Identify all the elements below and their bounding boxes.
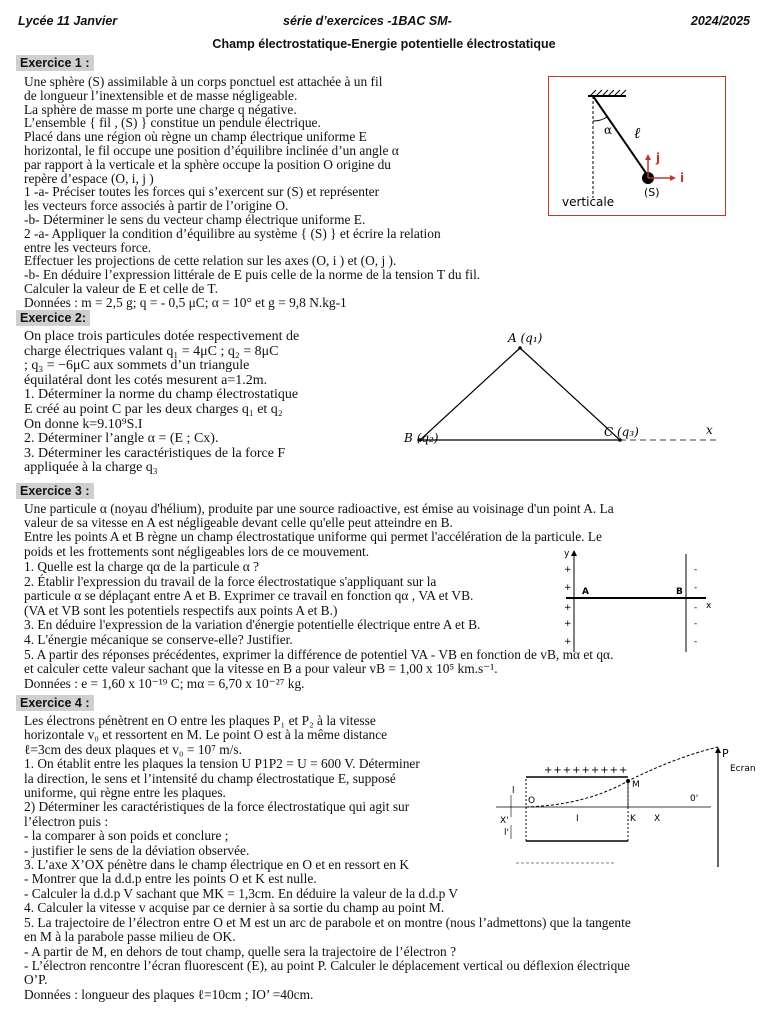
exercise-2-line: On donne k=9.10⁹S.I [24, 416, 143, 432]
j-vector-label: j [656, 151, 661, 165]
x-axis-label: X [654, 814, 661, 824]
point-i-label: I [576, 814, 579, 824]
exercise-2-line: 3. Déterminer les caractéristiques de la force F [24, 445, 286, 461]
exercise-1-line: entre les vecteurs force. [24, 239, 152, 255]
exercise-2-line: équilatéral dont les cotés mesurent a=1.2m. [24, 372, 268, 388]
exercise-1-line: 2 -a- Appliquer la condition d’équilibre au système { (S) } et écrire la relation [24, 225, 441, 241]
exercise-1-line: -b- En déduire l’expression littérale de E puis celle de la norme de la tension T du fil. [24, 267, 481, 283]
plate-distance-prime-label: l' [504, 828, 509, 838]
point-o-label: O [528, 796, 536, 806]
exercise-3-line: 4. L'énergie mécanique se conserve-elle? Justifier. [24, 631, 293, 647]
exercise-4-line: en M à la parabole passe milieu de OK. [24, 929, 236, 945]
page-header [18, 14, 750, 32]
exercise-2-line: E créé au point C par les deux charges q₁ et q₂ [24, 401, 283, 417]
exercise-4-line: 4. Calculer la vitesse v acquise par ce dernier à sa sortie du champ au point M. [24, 900, 445, 916]
exercise-3-line: (VA et VB sont les potentiels respectifs aux points A et B.) [24, 602, 338, 618]
svg-text:-: - [694, 619, 698, 629]
exercise-1-line: horizontal, le fil occupe une position d’équilibre inclinée d’un angle α [24, 142, 399, 158]
exercise-4-figure [486, 745, 756, 870]
exercise-2-line: ; q₃ = −6μC aux sommets d’un triangule [24, 358, 250, 374]
exercise-1-line: Placé dans une région où règne un champ électrique uniforme E [24, 129, 367, 145]
exercise-4-line: ℓ=3cm des deux plaques et v₀ = 10⁷ m/s. [24, 741, 242, 757]
vertex-a-label: A (q₁) [508, 331, 543, 345]
exercise-1-line: Une sphère (S) assimilable à un corps ponctuel est attachée à un fil [24, 74, 383, 89]
school-name: Lycée 11 Janvier [18, 14, 118, 28]
exercise-4-line: - la comparer à son poids et conclure ; [24, 828, 229, 844]
svg-text:-: - [694, 583, 698, 593]
exercise-1-figure [548, 76, 726, 216]
x-axis-label: x [706, 423, 713, 437]
exercise-4-line: 5. La trajectoire de l’électron entre O et M est un arc de parabole et on montre (nous l’admettons) que la tangente [24, 914, 631, 930]
point-m-label: M [632, 780, 640, 790]
exercise-3-intro [24, 502, 614, 559]
exercise-4-line: - Calculer la d.d.p V sachant que MK = 1,3cm. En déduire la valeur de la d.d.p V [24, 885, 459, 901]
exercise-4-line: l’électron puis : [24, 813, 109, 829]
exercise-1-line: les vecteurs force associés à partir de l’origine O. [24, 198, 289, 214]
exercise-4-line: Données : longueur des plaques ℓ=10cm ; IO’ =40cm. [24, 986, 314, 1002]
exercise-3-label: Exercice 3 : [16, 483, 94, 499]
svg-text:+: + [564, 603, 572, 613]
x-prime-label: X' [500, 816, 509, 826]
exercise-1-line: de longueur l’inextensible et de masse négligeable. [24, 87, 298, 103]
exercise-3-figure [556, 548, 726, 656]
exercise-2-line: appliquée à la charge q₃ [24, 460, 158, 476]
exercise-1-line: repère d’espace (O, i, j ) [24, 170, 154, 186]
svg-text:+: + [564, 583, 572, 593]
exercise-4-line: uniforme, qui règne entre les plaques. [24, 785, 226, 801]
exercise-1-line: Données : m = 2,5 g; q = - 0,5 μC; α = 10° et g = 9,8 N.kg-1 [24, 294, 347, 310]
screen-label: Ecran [730, 764, 756, 774]
exercise-4-line: 2) Déterminer les caractéristiques de la force électrostatique qui agit sur [24, 799, 410, 815]
page-title: Champ électrostatique-Energie potentielle électrostatique [212, 37, 556, 51]
exercise-4-label: Exercice 4 : [16, 695, 94, 711]
exercise-1-line: L’ensemble { fil , (S) } constitue un pendule électrique. [24, 115, 321, 131]
point-b-label: B [676, 587, 683, 597]
exercise-1-line: La sphère de masse m porte une charge q négative. [24, 101, 297, 117]
verticale-label: verticale [562, 195, 615, 209]
exercise-4-line: - L’électron rencontre l’écran fluorescent (E), au point P. Calculer le déplacement vertical ou déflexion électrique [24, 957, 630, 973]
exercise-4-line: horizontale v₀ et ressortent en M. Le point O est à la même distance [24, 727, 388, 743]
exercise-3-line: 3. En déduire l'expression de la variation d'énergie potentielle électrique entre A et B. [24, 617, 481, 633]
point-k-label: K [630, 814, 636, 824]
exercise-3-intro-line: Entre les points A et B règne un champ électrostatique uniforme qui permet l'accélération de la particule. Le [24, 529, 602, 545]
exercise-1-line: par rapport à la verticale et la sphère occupe la position O origine du [24, 156, 391, 172]
svg-text:+: + [564, 565, 572, 575]
point-p-label: P [722, 747, 729, 760]
svg-text:-: - [694, 603, 698, 613]
i-vector-label: i [680, 171, 685, 185]
exercise-3-line: 2. Établir l'expression du travail de la force électrostatique s'appliquant sur la [24, 573, 437, 589]
exercise-3-intro-line: Une particule α (noyau d'hélium), produite par une source radioactive, est émise au voisinage d'un point A. La [24, 501, 614, 516]
exercise-4-line: O’P. [24, 972, 48, 988]
vertex-c-label: C (q₃) [604, 425, 639, 439]
svg-text:-: - [694, 637, 698, 647]
exercise-3-questions [24, 560, 613, 691]
exercise-3-intro-line: valeur de sa vitesse en A est négligeable devant celle qu'elle peut atteindre en B. [24, 515, 453, 531]
plate-distance-label: l [512, 786, 515, 796]
exercise-3-line: 5. A partir des réponses précédentes, exprimer la différence de potentiel VA - VB en fonction de vB, mα et qα. [24, 646, 614, 662]
exercise-1-label: Exercice 1 : [16, 55, 94, 71]
exercise-3-intro-line: poids et les frottements sont négligeables lors de ce mouvement. [24, 543, 370, 559]
school-year: 2024/2025 [690, 14, 750, 28]
exercise-4-line: - justifier le sens de la déviation observée. [24, 842, 250, 858]
exercise-2-line: 2. Déterminer l’angle α = (E ; Cx). [24, 431, 219, 447]
vertex-b-label: B (q₂) [404, 431, 439, 445]
point-oprime-label: 0' [690, 794, 699, 804]
exercise-1-line: Effectuer les projections de cette relation sur les axes (O, i ) et (O, j ). [24, 253, 397, 269]
exercise-4-line: la direction, le sens et l’intensité du champ électrostatique E, supposé [24, 770, 396, 786]
exercise-1-line: -b- Déterminer le sens du vecteur champ électrique uniforme E. [24, 211, 366, 227]
exercise-1-line: Calculer la valeur de E et celle de T. [24, 280, 218, 296]
exercise-2-line: 1. Déterminer la norme du champ électrostatique [24, 387, 299, 403]
exercise-1-line: 1 -a- Préciser toutes les forces qui s’exercent sur (S) et représenter [24, 184, 380, 200]
exercise-2-figure [400, 330, 730, 480]
exercise-2-line: charge électriques valant q₁ = 4μC ; q₂ = 8μC [24, 343, 279, 359]
exercise-4-line: 3. L’axe X’OX pénètre dans le champ électrique en O et en ressort en K [24, 857, 410, 873]
exercise-4-line: - Montrer que la d.d.p entre les points O et K est nulle. [24, 871, 317, 887]
exercise-4-line: - A partir de M, en dehors de tout champ, quelle sera la trajectoire de l’électron ? [24, 943, 457, 959]
exercise-3-line: et calculer cette valeur sachant que la vitesse en B a pour valeur vB = 1,00 x 10⁵ km.s⁻¹. [24, 661, 498, 677]
svg-text:+: + [564, 619, 572, 629]
exercise-2-text [24, 330, 299, 476]
x-axis-label: x [706, 601, 712, 611]
exercise-1-text [24, 75, 480, 310]
point-a-label: A [582, 587, 589, 597]
plate-charges: +++++++++ [544, 765, 629, 776]
svg-text:+: + [564, 637, 572, 647]
exercise-2-label: Exercice 2: [16, 310, 90, 326]
exercise-3-line: Données : e = 1,60 x 10⁻¹⁹ C; mα = 6,70 x 10⁻²⁷ kg. [24, 675, 305, 691]
length-label: ℓ [634, 124, 641, 142]
exercise-3-line: particule α se déplaçant entre A et B. Exprimer ce travail en fonction qα , VA et VB. [24, 588, 474, 604]
alpha-label: α [604, 123, 613, 137]
series-name: série d’exercices -1BAC SM- [283, 14, 452, 28]
exercise-4-line: Les électrons pénètrent en O entre les plaques P₁ et P₂ à la vitesse [24, 713, 376, 728]
exercise-2-line: On place trois particules dotée respectivement de [24, 329, 300, 344]
exercise-4-line: 1. On établit entre les plaques la tension U P1P2 = U = 600 V. Déterminer [24, 756, 420, 772]
exercise-3-line: 1. Quelle est la charge qα de la particule α ? [24, 559, 260, 574]
svg-text:-: - [694, 565, 698, 575]
sphere-label: (S) [644, 186, 660, 199]
y-axis-label: y [564, 549, 570, 559]
